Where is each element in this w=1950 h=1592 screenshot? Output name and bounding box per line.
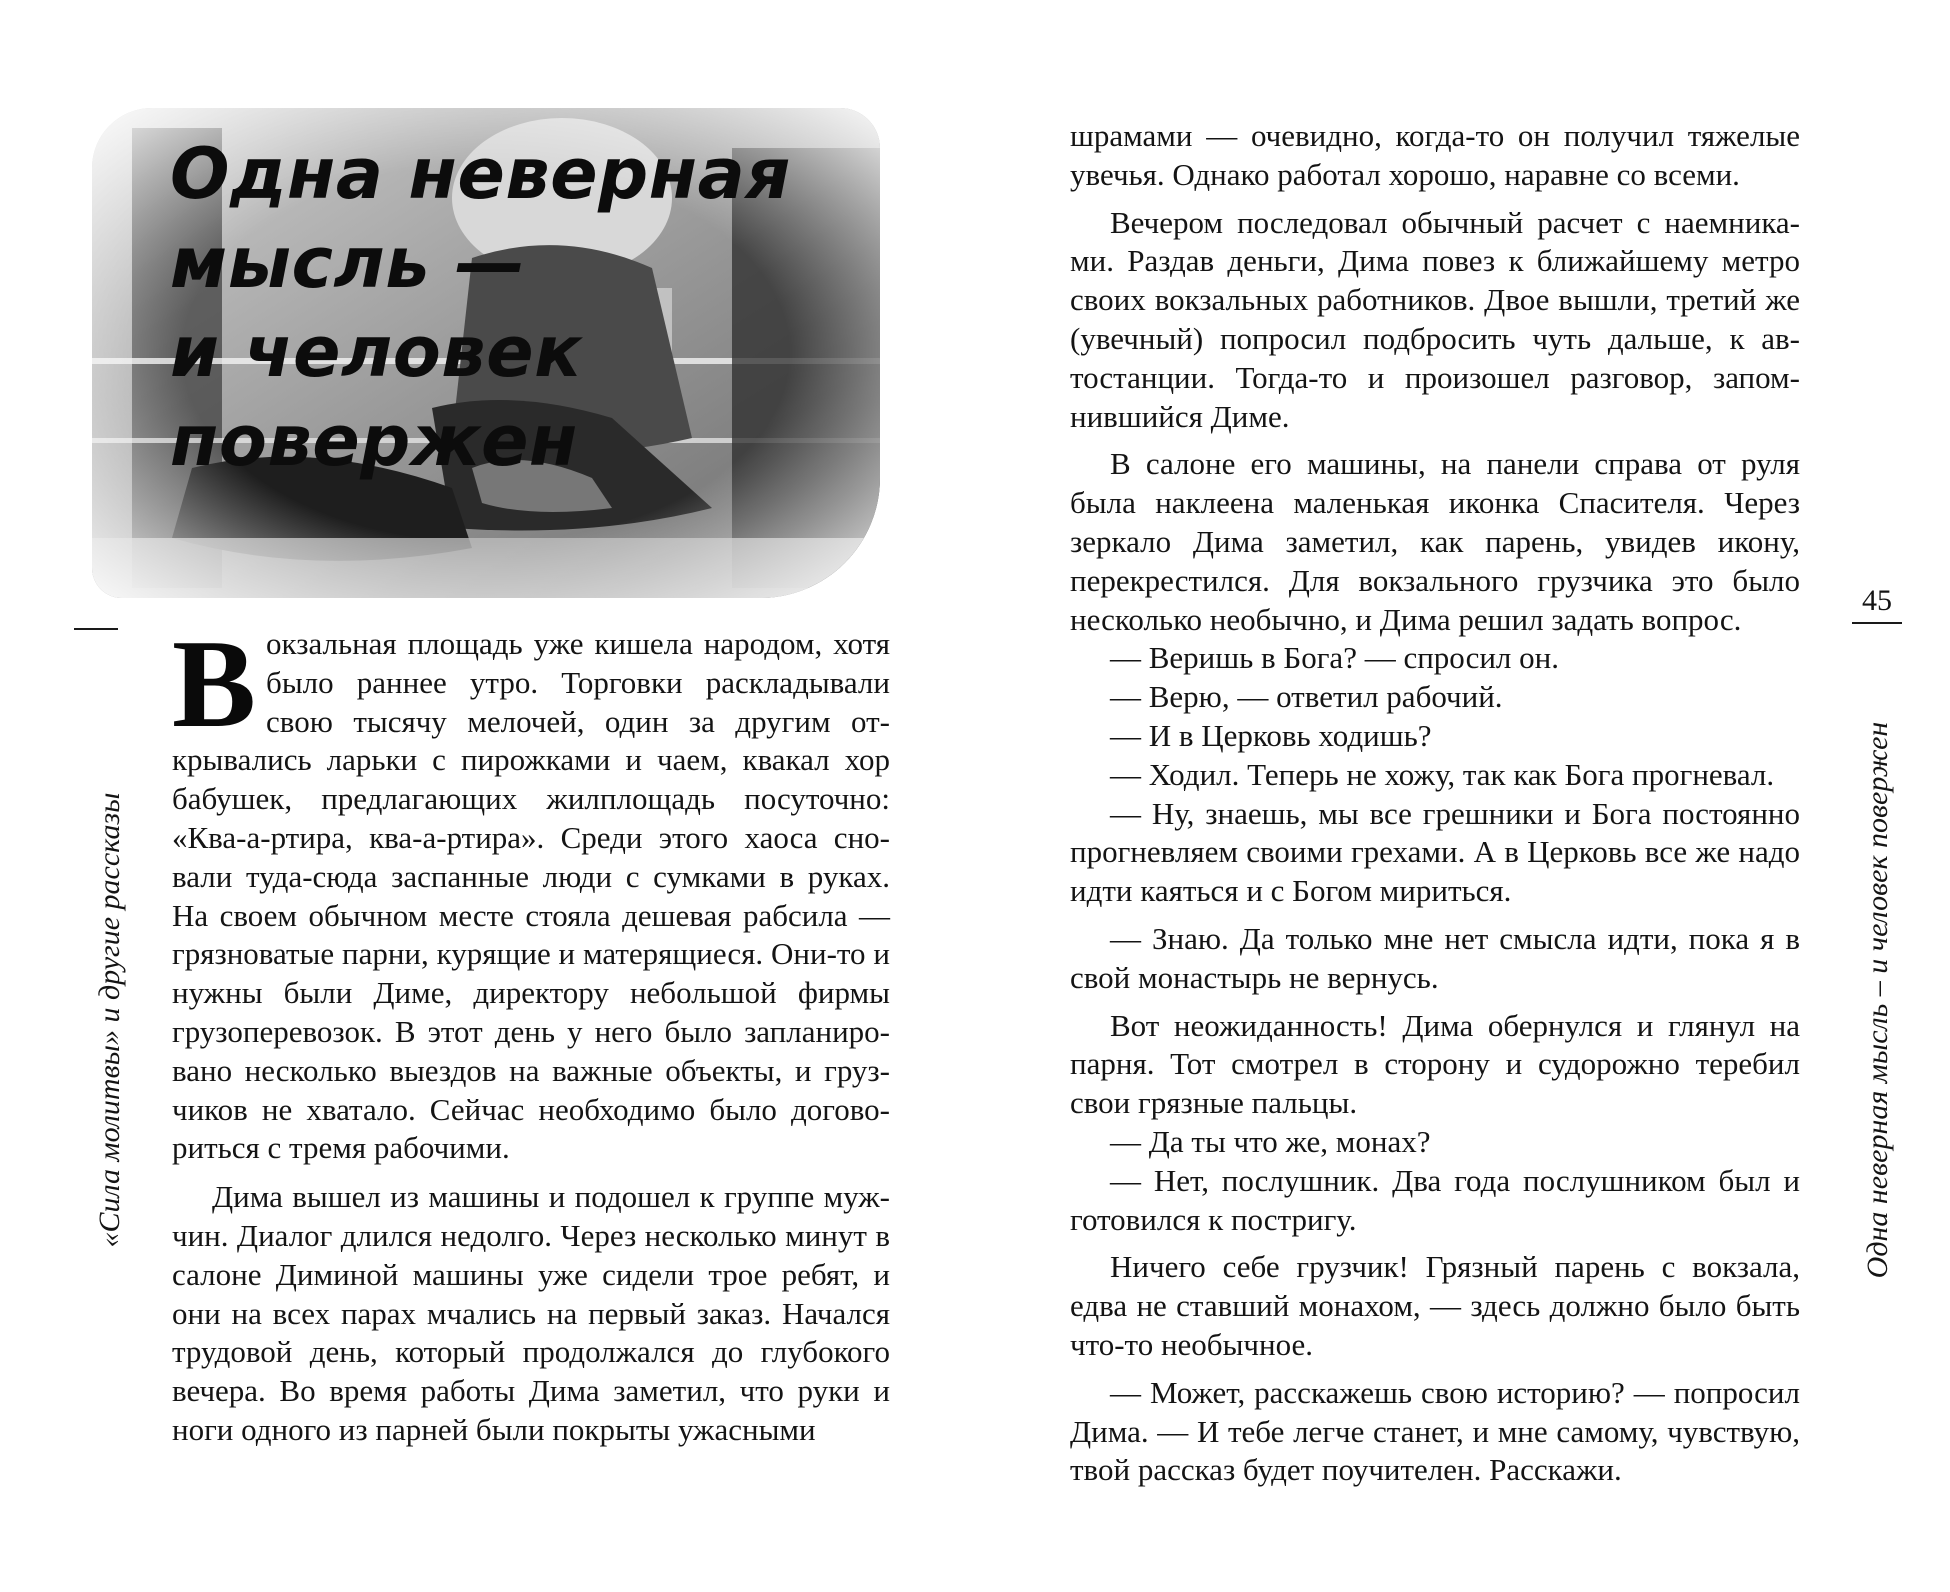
paragraph: В салоне его машины, на панели справа от руля была наклеена маленькая иконка Спасителя. Через зеркало Дима заметил, как парень, увидев икону, перекрестился. Для вокзального грузчика это было несколько необычно, и Дима решил задать вопрос.: [1070, 446, 1800, 637]
title-line: и человек: [170, 311, 583, 393]
paragraph: [172, 615, 890, 1168]
dialogue-line: — Верю, — ответил рабочий.: [1110, 679, 1503, 715]
paragraph: Вот неожиданность! Дима обернулся и глянул на парня. Тот смотрел в сторону и судорожно теребил свои грязные пальцы.: [1070, 1007, 1800, 1121]
right-page-body: [1070, 117, 1800, 1490]
dialogue-line: — Знаю. Да только мне нет смысла идти, пока я в свой монастырь не вернусь.: [1070, 920, 1800, 995]
dialogue-line: — Ходил. Теперь не хожу, так как Бога прогневал.: [1110, 756, 1775, 792]
title-line: повержен: [170, 400, 578, 482]
paragraph: шрамами — очевидно, когда-то он получил тяжелые увечья. Однако работал хорошо, наравне со всеми.: [1070, 118, 1800, 192]
paragraph: Ничего себе грузчик! Грязный парень с вокзала, едва не ставший монахом, — здесь должно было быть что-то необычное.: [1070, 1249, 1800, 1362]
paragraph-text: окзальная площадь уже кишела народом, хотя было раннее утро. Торговки раскладывали свою тысячу мелочей, один за другим открывались ларьки с пирожками и чаем, квакал хор бабушек, предлагающих жилплощадь посуточно: «Ква-а-ртира, ква-а-ртира». Среди этого хаоса сновали туда-сюда заспанные люди с сумками в руках. На своем обычном месте стояла дешевая рабсила — грязноватые парни, курящие и матерящиеся. Они-то и нужны были Диме, директору небольшой фирмы грузоперевозок. В этот день у него было запланировано несколько выездов на важные объекты, и грузчиков не хватало. Сейчас необходимо было договориться с тремя рабочими.: [172, 626, 890, 1166]
left-page-body: [172, 615, 890, 1450]
dialogue-line: — Нет, послушник. Два года послушником был и готовился к постригу.: [1070, 1162, 1800, 1237]
title-line: мысль —: [170, 222, 526, 304]
title-line: Одна неверная: [170, 133, 791, 215]
dialogue-line: — Может, расскажешь свою историю? — попросил Дима. — И тебе легче станет, и мне самому, чувствую, твой рассказ будет поучителен. Расскажи.: [1070, 1374, 1800, 1488]
drop-cap: В: [172, 615, 257, 754]
left-running-head: «Сила молитвы» и другие рассказы: [93, 792, 126, 1248]
dialogue-line: — И в Церковь ходишь?: [1110, 717, 1432, 753]
dialogue-line: — Ну, знаешь, мы все грешники и Бога постоянно прогневляем своими грехами. А в Церковь все же надо идти каяться и с Богом мириться.: [1070, 795, 1800, 909]
page-number: 45: [1862, 584, 1892, 617]
chapter-title: [170, 130, 791, 486]
paragraph: Дима вышел из машины и подошел к группе мужчин. Диалог длился недолго. Через несколько минут в салоне Диминой машины уже сидели трое ребят, и они на всех парах мчались на первый заказ. Начался трудовой день, который продолжался до глубокого вечера. Во время работы Дима заметил, что руки и ноги одного из парней были покрыты ужасными: [172, 1179, 890, 1447]
paragraph: Вечером последовал обычный расчет с наемниками. Раздав деньги, Дима повез к ближайшему метро своих вокзальных работников. Двое вышли, третий же (увечный) попросил подбросить чуть дальше, к автостанции. Тогда-то и произошел разговор, запомнившийся Диме.: [1070, 204, 1800, 434]
right-running-head: Одна неверная мысль – и человек повержен: [1861, 721, 1894, 1279]
dialogue-line: — Веришь в Бога? — спросил он.: [1110, 640, 1559, 676]
dialogue-line: — Да ты что же, монах?: [1110, 1123, 1431, 1159]
